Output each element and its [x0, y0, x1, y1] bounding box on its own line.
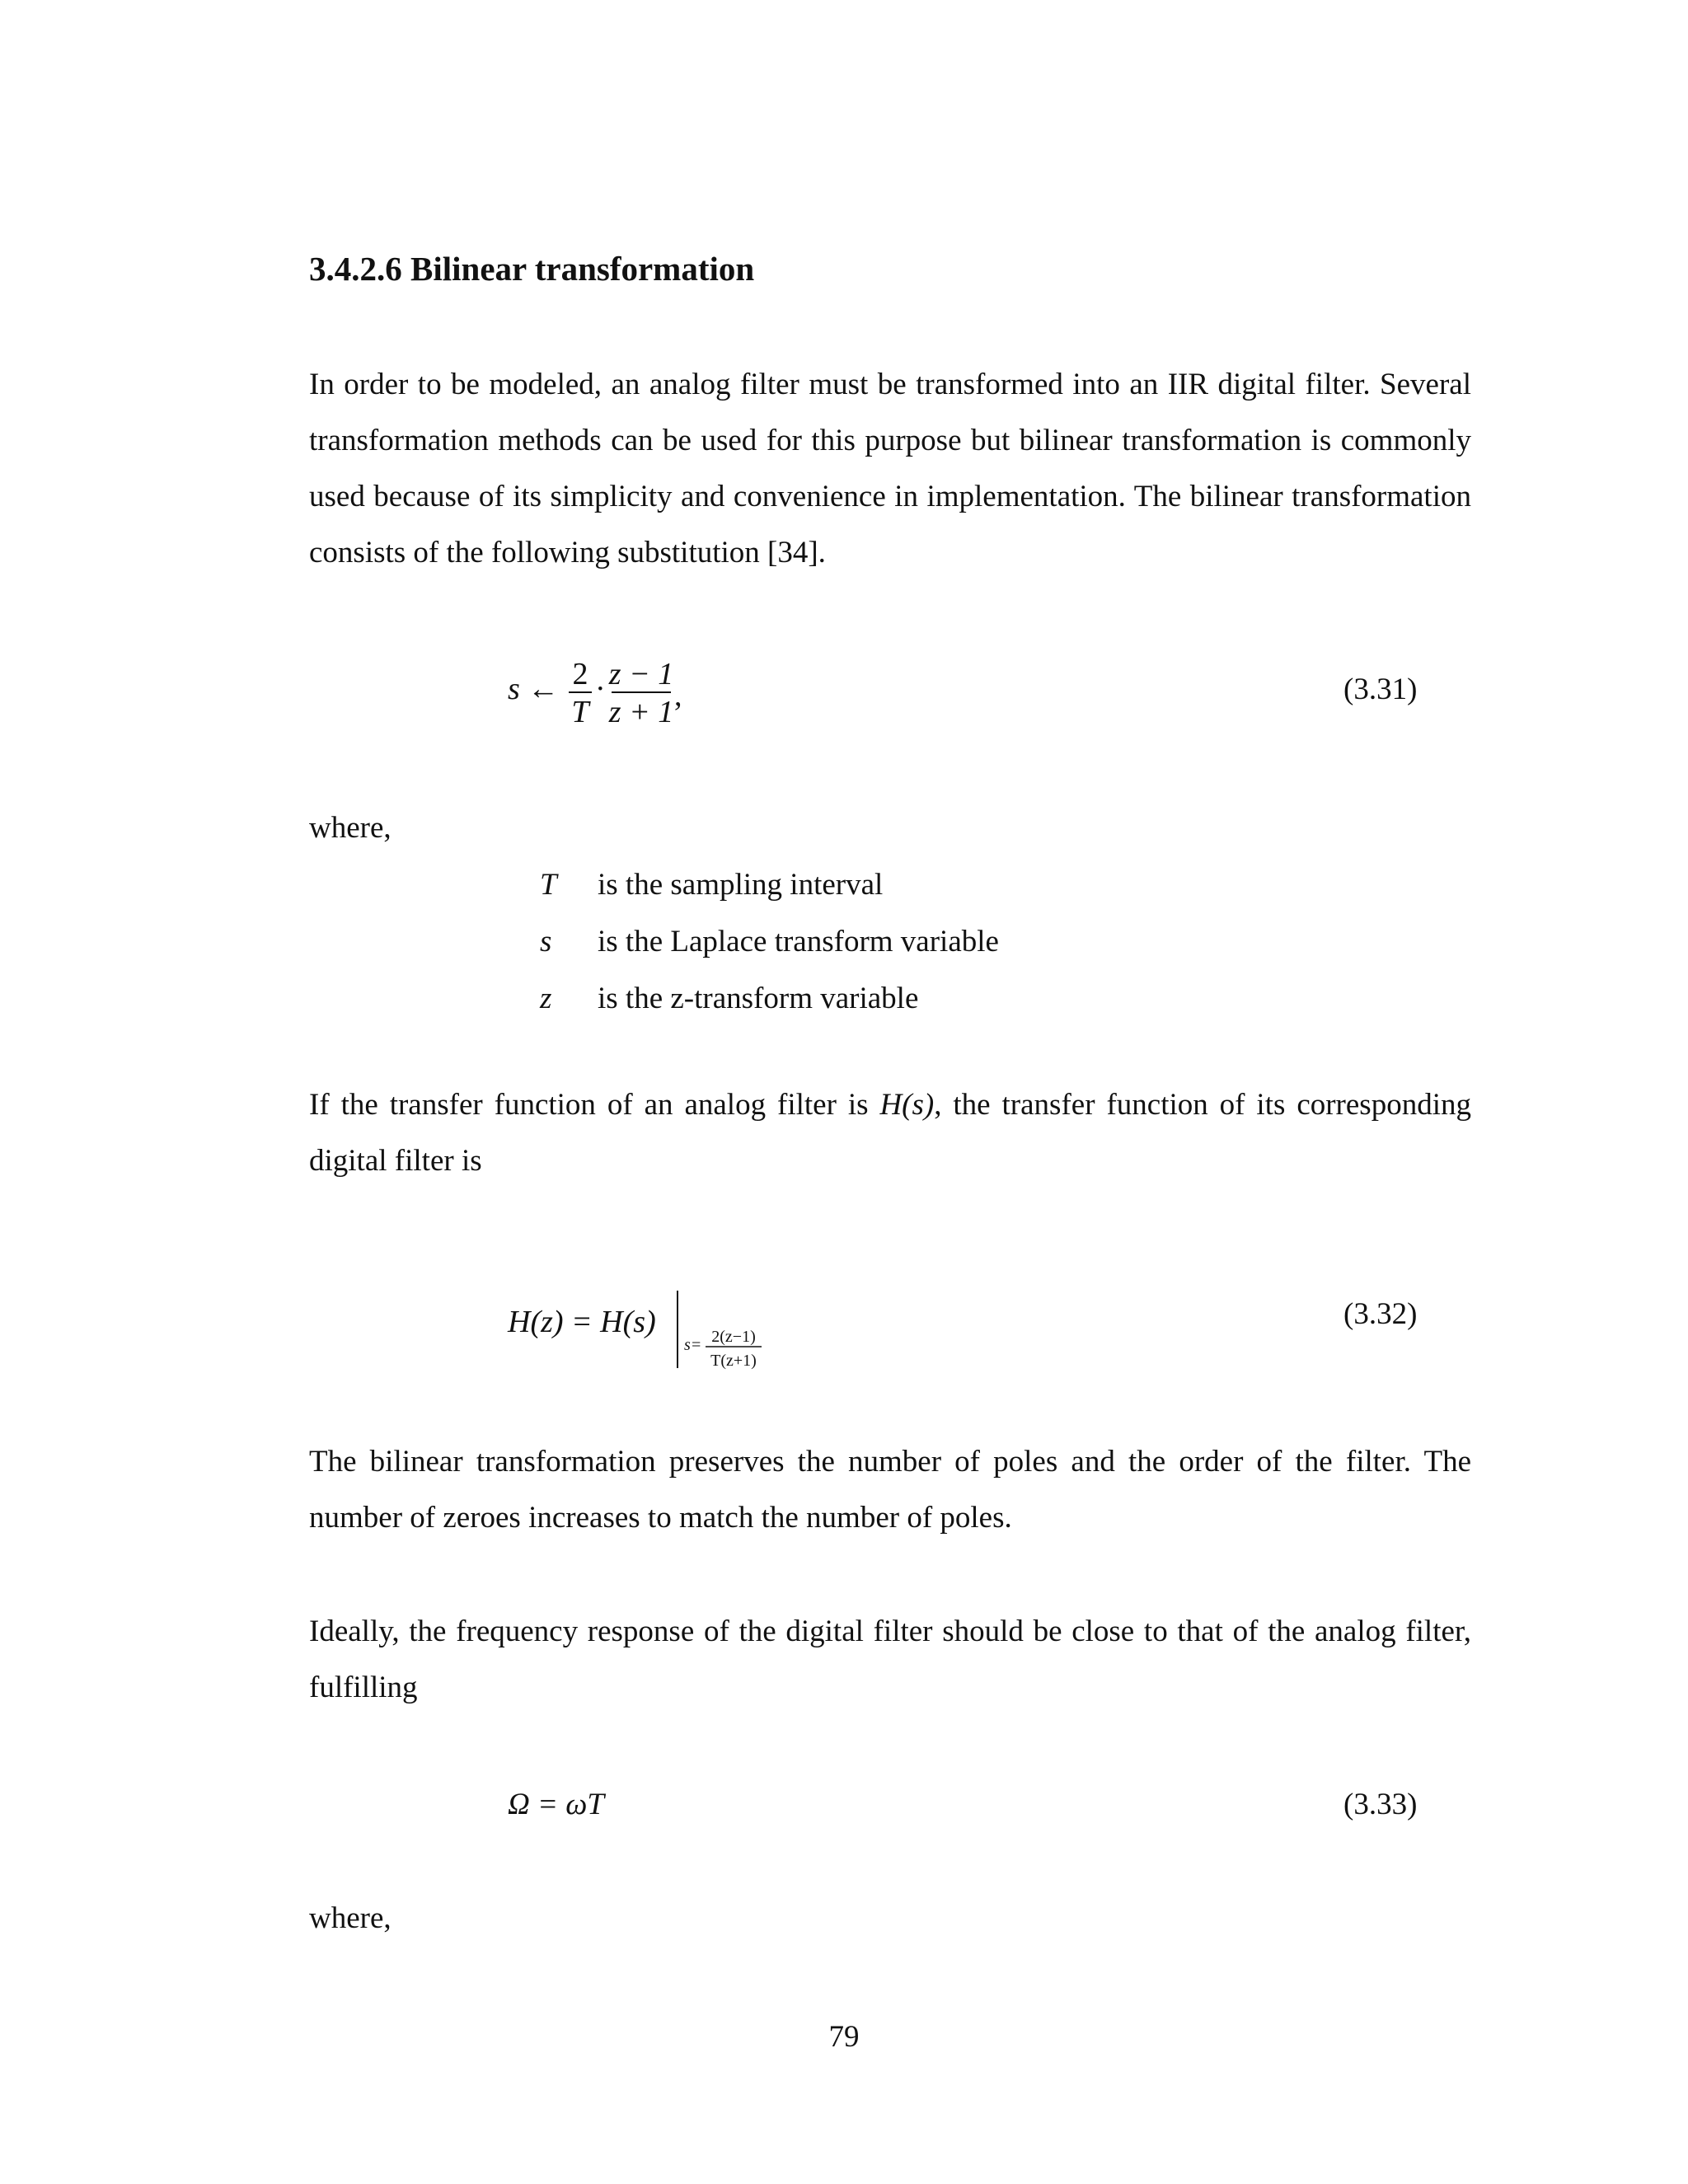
eq2-sub-lhs: s=: [684, 1336, 702, 1354]
definition-symbol: T: [540, 868, 557, 902]
equation-number-3-32: (3.32): [1343, 1297, 1418, 1331]
eq1-frac2-denominator: z + 1: [608, 695, 674, 729]
definition-text: is the Laplace transform variable: [598, 925, 999, 958]
eq2-main: H(z) = H(s): [508, 1305, 656, 1339]
definition-symbol: z: [540, 982, 552, 1015]
eq1-frac1-numerator: 2: [572, 657, 588, 691]
section-heading: 3.4.2.6 Bilinear transformation: [309, 250, 755, 288]
eq1-arrow: ←: [528, 672, 559, 706]
eq2-sub-numerator: 2(z−1): [711, 1328, 756, 1346]
eq1-dot: ·: [595, 672, 606, 706]
eq1-comma: ,: [674, 678, 682, 713]
definition-text: is the sampling interval: [598, 868, 884, 902]
paragraph-frequency-response-text: Ideally, the frequency response of the digital filter should be close to that of the analog filter, fulfilling: [309, 1615, 1471, 1704]
paragraph-2-before: If the transfer function of an analog filter is: [309, 1088, 880, 1122]
where-label-2: where,: [309, 1901, 392, 1935]
paragraph-intro-text: In order to be modeled, an analog filter must be transformed into an IIR digital filter. Several transformation methods can be used for this purpose but bilinear transformation is commonly used because of its simplicity and convenience in implementation. The bilinear transformation consists of the following substitution [34].: [309, 368, 1471, 569]
paragraph-intro: [309, 357, 1471, 581]
definition-symbol: s: [540, 925, 552, 958]
paragraph-transfer-function: [309, 1077, 1471, 1189]
paragraph-poles: [309, 1434, 1471, 1546]
paragraph-2-emphasis: H(s): [879, 1088, 935, 1122]
equation-number-3-33: (3.33): [1343, 1788, 1418, 1821]
eq1-frac2-numerator: z − 1: [608, 657, 674, 691]
equation-bilinear-substitution: [495, 643, 709, 742]
paragraph-transfer-function-text: [309, 1077, 1471, 1189]
definition-text: is the z-transform variable: [598, 982, 919, 1015]
paragraph-frequency-response: [309, 1604, 1471, 1716]
eq2-sub-denominator: T(z+1): [710, 1352, 757, 1370]
eq1-frac1-denominator: T: [571, 695, 589, 729]
equation-digital-transfer-function: [504, 1286, 776, 1385]
equation-frequency-mapping: Ω = ωT: [508, 1788, 604, 1821]
page-number: 79: [828, 2020, 860, 2054]
where-label-1: where,: [309, 811, 392, 845]
paragraph-poles-text: The bilinear transformation preserves the number of poles and the order of the filter. The number of zeroes increases to match the number of poles.: [309, 1445, 1471, 1535]
eq1-lhs: s: [508, 672, 520, 706]
paragraph-2-after: , the transfer function of its corresponding digital filter is: [309, 1088, 1471, 1178]
equation-number-3-31: (3.31): [1343, 673, 1418, 706]
